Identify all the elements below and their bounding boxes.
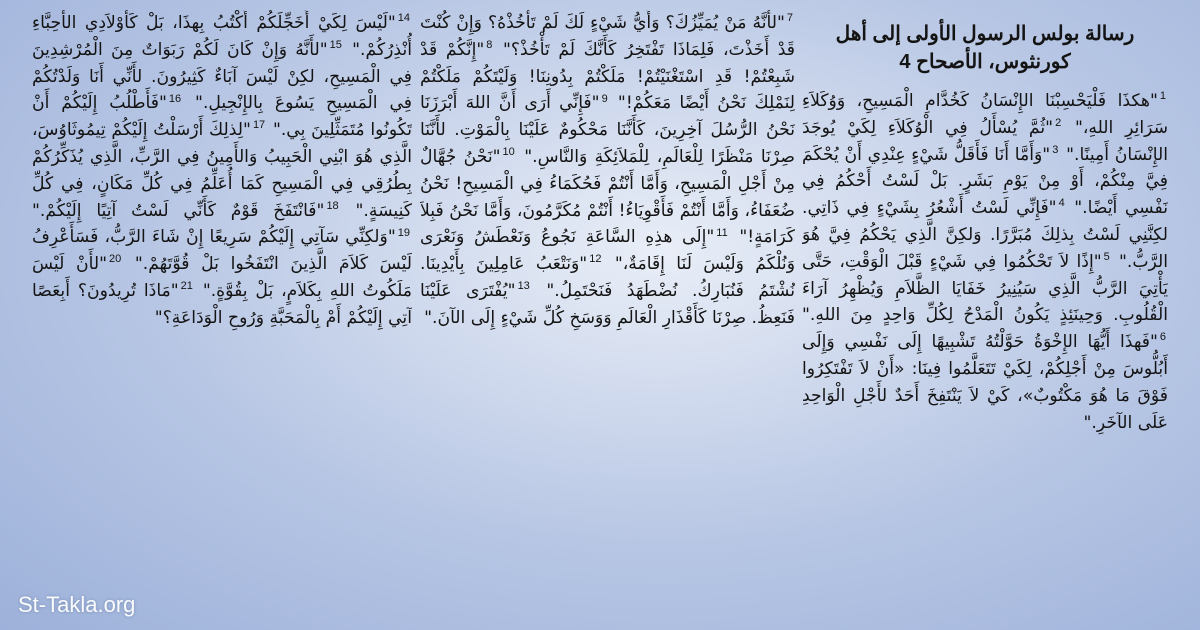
verse-text: "مَاذَا تُرِيدُونَ؟ أَبِعَصًا آتِي إِلَيْكُمْ أَمْ بِالْمَحَبَّةِ وَرُوحِ الْوَدَاعَةِ؟" [32, 280, 412, 328]
verse-text: "لأَنَّهُ مَنْ يُمَيِّزُكَ؟ وَأَيُّ شَيْءٍ لَكَ لَمْ تَأْخُذْهُ؟ وَإِنْ كُنْتَ قَدْ أَخَذْتَ، فَلِمَاذَا تَفْتَخِرُ كَأَنَّكَ لَمْ تَأْخُذْ؟" [420, 13, 795, 60]
verse-text: "إِذًا لاَ تَحْكُمُوا فِي شَيْءٍ قَبْلَ الْوَقْتِ، حَتَّى يَأْتِيَ الرَّبُّ الَّذِي سَيُنِيرُ خَفَايَا الظَّلاَمِ وَيُظْهِرُ آرَاءَ الْقُلُوبِ. وَحِينَئِذٍ يَكُونُ الْمَدْحُ لِكُلِّ وَاحِدٍ مِنَ اللهِ." [802, 251, 1168, 326]
column-right [802, 10, 1168, 610]
verse-number: 12 [589, 253, 602, 266]
verse-text: "لأَنْ لَيْسَ مَلَكُوتُ اللهِ بِكَلاَمٍ، بَلْ بِقُوَّةٍ." [32, 254, 412, 301]
verse-number: 8 [486, 39, 493, 52]
verse-text: "فَهذَا أَيُّهَا الإِخْوَةُ حَوَّلْتُهُ تَشْبِيهًا إِلَى نَفْسِي وَإِلَى أَبُلُّوسَ مِنْ أَجْلِكُمْ، لِكَيْ تَتَعَلَّمُوا فِينَا: «أَنْ لاَ تَفْتَكِرُوا فَوْقَ مَا هُوَ مَكْتُوبٌ»، كَيْ لاَ يَنْتَفِخَ أَحَدٌ لأَجْلِ الْوَاحِدِ عَلَى الآخَرِ." [802, 332, 1168, 433]
verse-number: 3 [1052, 143, 1059, 156]
page-title [802, 20, 1168, 76]
verse-text: "يُفْتَرَى عَلَيْنَا فَنَعِظُ. صِرْنَا كَأَقْذَارِ الْعَالَمِ وَوَسَخِ كُلِّ شَيْءٍ إِلَى الآنَ." [420, 280, 795, 328]
verse-text: "فَانْتَفَخَ قَوْمٌ كَأَنِّي لَسْتُ آتِيًا إِلَيْكُمْ." [32, 200, 325, 221]
verse-number: 6 [1159, 331, 1166, 344]
verse-text: "إِلَى هذِهِ السَّاعَةِ نَجُوعُ وَنَعْطَشُ وَنَعْرَى وَنُلْكَمُ وَلَيْسَ لَنَا إِقَامَةٌ،" [420, 227, 795, 275]
verse-number: 19 [397, 226, 410, 239]
verse-number: 15 [329, 39, 342, 52]
verse-number: 14 [397, 12, 410, 25]
verse-text: "فَأَطْلُبُ إِلَيْكُمْ أَنْ تَكُونُوا مُتَمَثِّلِينَ بِي." [32, 93, 412, 141]
title-line-1: رسالة بولس الرسول الأولى إلى أهل [835, 23, 1135, 45]
verse-text: "وَأَمَّا أَنَا فَأَقَلُّ شَيْءٍ عِنْدِي أَنْ يُحْكَمَ فِيَّ مِنْكُمْ، أَوْ مِنْ يَوْمِ بَشَرٍ. بَلْ لَسْتُ أَحْكُمُ فِي نَفْسِي أَيْضًا." [802, 144, 1168, 219]
verse-number: 10 [502, 146, 515, 159]
verse-number: 9 [601, 92, 608, 105]
verse-number: 17 [252, 119, 266, 132]
verse-number: 2 [1055, 117, 1062, 130]
verse-text: "إِنَّكُمْ قَدْ شَبِعْتُمْ! قَدِ اسْتَغْنَيْتُمْ! مَلَكْتُمْ بِدُونِنَا! وَلَيْتَكُمْ مَلَكْتُمْ لِنَمْلِكَ نَحْنُ أَيْضًا مَعَكُمْ!" [420, 39, 795, 114]
verse-number: 5 [1103, 251, 1110, 264]
site-watermark: St-Takla.org [18, 592, 136, 617]
verse-text: "نَحْنُ جُهَّالٌ مِنْ أَجْلِ الْمَسِيحِ، وَأَمَّا أَنْتُمْ فَحُكَمَاءُ فِي الْمَسِيحِ! نَحْنُ ضُعَفَاءُ، وَأَمَّا أَنْتُمْ فَأَقْوِيَاءُ! أَنْتُمْ مُكَرَّمُونَ، وَأَمَّا نَحْنُ فَبِلاَ كَرَامَةٍ!" [420, 146, 795, 248]
verse-text: "لَيْسَ لِكَيْ أُخَجِّلَكُمْ أَكْتُبُ بِهذَا، بَلْ كَأَوْلاَدِي الأَحِبَّاءِ أُنْذِرُكُمْ." [32, 13, 412, 60]
verse-number: 7 [786, 12, 793, 25]
verse-text: "لأَنَّهُ وَإِنْ كَانَ لَكُمْ رَبَوَاتٌ مِنَ الْمُرْشِدِينَ فِي الْمَسِيحِ، لكِنْ لَيْسَ آبَاءٌ كَثِيرُونَ. لأَنِّي أَنَا وَلَدْتُكُمْ فِي الْمَسِيحِ يَسُوعَ بِالإِنْجِيلِ." [32, 39, 412, 114]
verse-number: 13 [517, 280, 530, 293]
verse-text: "وَنَتْعَبُ عَامِلِينَ بِأَيْدِينَا. نُشْتَمُ فَنُبَارِكُ. نُضْطَهَدُ فَنَحْتَمِلُ." [420, 254, 795, 301]
verse-number: 20 [108, 253, 122, 266]
verse-text: "لِذلِكَ أَرْسَلْتُ إِلَيْكُمْ تِيمُوثَاوُسَ، الَّذِي هُوَ ابْنِي الْحَبِيبُ وَالأَمِينُ فِي الرَّبِّ، الَّذِي يُذَكِّرُكُمْ بِطُرُقِي فِي الْمَسِيحِ كَمَا أُعَلِّمُ فِي كُلِّ مَكَانٍ، فِي كُلِّ كَنِيسَةٍ." [32, 120, 412, 221]
verse-text: "فَإِنِّي لَسْتُ أَشْعُرُ بِشَيْءٍ فِي ذَاتِي. لكِنَّنِي لَسْتُ بِذلِكَ مُبَرَّرًا. وَلكِنَّ الَّذِي يَحْكُمُ فِيَّ هُوَ الرَّبُّ." [802, 198, 1168, 272]
verse-text: "وَلكِنِّي سَآتِي إِلَيْكُمْ سَرِيعًا إِنْ شَاءَ الرَّبُّ، فَسَأَعْرِفُ لَيْسَ كَلاَمَ الَّذِينَ انْتَفَخُوا بَلْ قُوَّتَهُمْ." [32, 227, 412, 275]
column-left [32, 10, 412, 610]
column-middle [420, 10, 795, 610]
verse-number: 18 [326, 199, 339, 212]
verse-text: "فَإِنِّي أَرَى أَنَّ اللهَ أَبْرَزَنَا نَحْنُ الرُّسُلَ آخِرِينَ، كَأَنَّنَا مَحْكُومٌ عَلَيْنَا بِالْمَوْتِ. لأَنَّنَا صِرْنَا مَنْظَرًا لِلْعَالَمِ، لِلْمَلاَئِكَةِ وَالنَّاسِ." [420, 93, 795, 167]
verse-text: "ثُمَّ يُسْأَلُ فِي الْوُكَلاَءِ لِكَيْ يُوجَدَ الإِنْسَانُ أَمِينًا." [802, 117, 1168, 165]
verse-text: "هكذَا فَلْيَحْسِبْنَا الإِنْسَانُ كَخُدَّامِ الْمَسِيحِ، وَوُكَلاَءِ سَرَائِرِ اللهِ،" [802, 91, 1168, 138]
verse-number: 1 [1159, 90, 1166, 103]
verse-number: 4 [1058, 197, 1065, 210]
title-line-2: كورنثوس، الأصحاح 4 [899, 51, 1071, 73]
verse-number: 21 [180, 280, 193, 293]
verse-number: 16 [168, 92, 182, 105]
verse-number: 11 [716, 226, 728, 239]
